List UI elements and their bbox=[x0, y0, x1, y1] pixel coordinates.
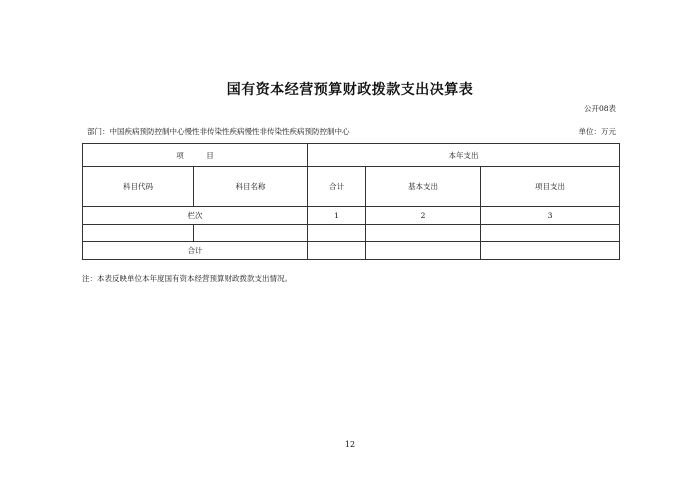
header-item-cell: 项 目 bbox=[83, 144, 308, 167]
empty-cell bbox=[308, 225, 366, 242]
index-cell-3: 3 bbox=[481, 207, 620, 225]
index-cell-1: 1 bbox=[308, 207, 366, 225]
row-index-label: 栏次 bbox=[83, 207, 308, 225]
table-row bbox=[83, 225, 620, 242]
header-expense-cell: 本年支出 bbox=[308, 144, 620, 167]
index-cell-2: 2 bbox=[366, 207, 481, 225]
page-number: 12 bbox=[344, 440, 356, 449]
form-code: 公开08表 bbox=[583, 104, 616, 113]
column-header-name: 科目名称 bbox=[194, 167, 308, 207]
column-header-project: 项目支出 bbox=[481, 167, 620, 207]
expenditure-table bbox=[82, 143, 620, 260]
column-header-total: 合计 bbox=[308, 167, 366, 207]
table-subheader-row bbox=[83, 167, 620, 207]
table-total-row bbox=[83, 242, 620, 260]
total-basic-cell bbox=[366, 242, 481, 260]
empty-cell bbox=[83, 225, 194, 242]
unit-label: 单位：万元 bbox=[578, 127, 616, 136]
table-note: 注：本表反映单位本年度国有资本经营预算财政拨款支出情况。 bbox=[82, 274, 292, 283]
total-label: 合计 bbox=[83, 242, 308, 260]
total-project-cell bbox=[481, 242, 620, 260]
department-label: 部门：中国疾病预防控制中心慢性非传染性疾病慢性非传染性疾病预防控制中心 bbox=[87, 127, 350, 136]
table-header-row bbox=[83, 144, 620, 167]
document-title: 国有资本经营预算财政拨款支出决算表 bbox=[226, 82, 474, 98]
column-header-code: 科目代码 bbox=[83, 167, 194, 207]
empty-cell bbox=[194, 225, 308, 242]
empty-cell bbox=[481, 225, 620, 242]
total-cell bbox=[308, 242, 366, 260]
table-index-row bbox=[83, 207, 620, 225]
column-header-basic: 基本支出 bbox=[366, 167, 481, 207]
empty-cell bbox=[366, 225, 481, 242]
